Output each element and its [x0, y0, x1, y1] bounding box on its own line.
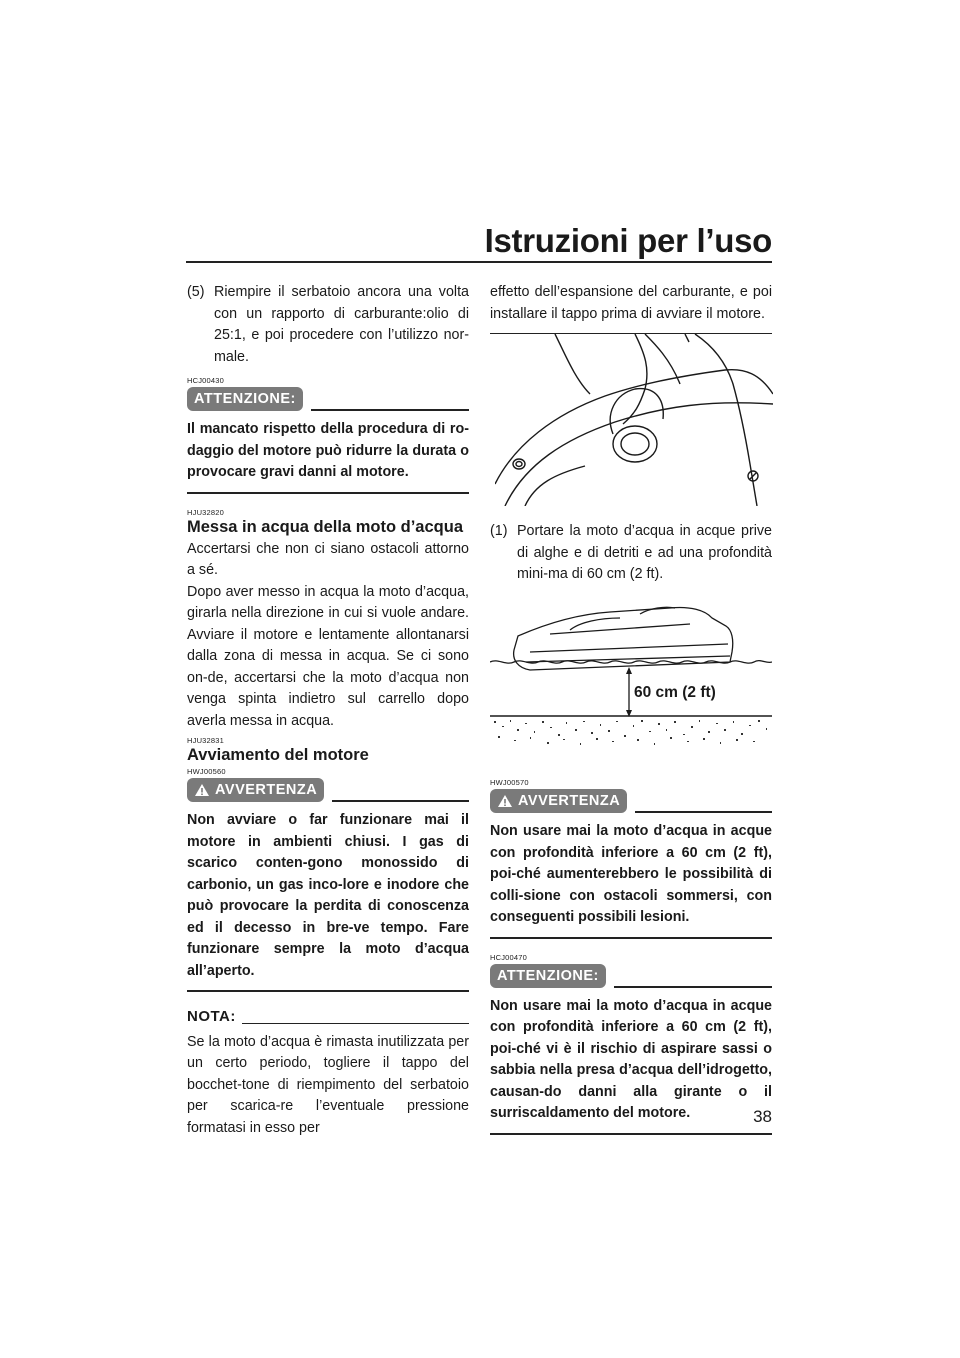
- page-number: 38: [753, 1107, 772, 1126]
- step-5: [187, 282, 469, 368]
- note-continuation: effetto dell’espansione del carburante, e poi installare il tappo prima di avviare il motore.: [490, 284, 772, 322]
- caution-badge: [490, 964, 606, 988]
- warning-triangle-icon: [194, 783, 210, 797]
- note-banner: [187, 1006, 469, 1028]
- caution-end-rule: [490, 1133, 772, 1135]
- caution-label: ATTENZIONE:: [497, 967, 599, 984]
- caution-badge: [187, 387, 303, 411]
- warning-badge: [187, 778, 324, 802]
- caution-text: Non usare mai la moto d’acqua in acque con profondità inferiore a 60 cm (2 ft), poi-ché vi è il rischio di aspirare sassi o sabbia nella presa d’acqua dell’idrogetto, causan-do danni alla girante o il surriscaldamento del motore.: [490, 997, 772, 1121]
- caution-end-rule: [187, 492, 469, 494]
- ref-code: HCJ00470: [490, 952, 528, 962]
- ref-code: HWJ00570: [490, 778, 529, 787]
- right-column: [490, 282, 772, 334]
- fuel-cap-illustration: [495, 334, 773, 506]
- note-label: NOTA:: [187, 1008, 236, 1025]
- warning-label: AVVERTENZA: [518, 793, 621, 809]
- warning-label: AVVERTENZA: [215, 782, 318, 798]
- step-text: Portare la moto d’acqua in acque prive di alghe e di detriti e ad una profondità mini-ma di 60 cm (2 ft).: [517, 523, 772, 582]
- page-title: Istruzioni per l’uso: [484, 222, 772, 259]
- banner-rule: [332, 800, 469, 802]
- caution-label: ATTENZIONE:: [194, 391, 296, 407]
- paragraph: Accertarsi che non ci siano ostacoli attorno a sé.: [187, 540, 469, 578]
- warning-text: Non avviare o far funzionare mai il motore in ambienti chiusi. I gas di scarico conten-gono monossido di carbonio, un gas inco-lore e inodore che può provocare la perdita di conoscenza ed il decesso in bre-ve tempo. Fare funzionare sempre la moto d’acqua all’aperto.: [187, 812, 469, 979]
- ref-code: HJU32820: [187, 507, 225, 517]
- step-number: (5): [187, 284, 205, 300]
- banner-rule: [635, 811, 772, 813]
- paragraph: Dopo aver messo in acqua la moto d’acqua, girarla nella direzione in cui si vuole andare. Avviare il motore e lentamente allontanarsi dalla zona di messa in acqua. Se ci sono on-de, accertarsi che la moto d’acqua non venga spinta indietro sul carrello dopo averla messa in acqua.: [187, 583, 469, 729]
- warning-banner: [187, 778, 469, 802]
- watercraft-depth-illustration: [490, 600, 772, 760]
- step-text: Riempire il serbatoio ancora una volta con un rapporto di carburante:olio di 25:1, e poi procedere con l’utilizzo nor-male.: [214, 284, 469, 365]
- step-1: [490, 521, 772, 586]
- section-heading: Avviamento del motore: [187, 746, 369, 764]
- ref-code: HCJ00430: [187, 376, 225, 385]
- depth-label: 60 cm (2 ft): [634, 684, 716, 701]
- caution-banner: [490, 964, 772, 988]
- warning-end-rule: [490, 937, 772, 939]
- depth-figure: [490, 600, 772, 760]
- step-number: (1): [490, 523, 508, 539]
- warning-text: Non usare mai la moto d’acqua in acque con profondità inferiore a 60 cm (2 ft), poi-ché aumenterebbero le possibilità di colli-sione con ostacoli sommersi, con conseguenti possibili lesioni.: [490, 823, 772, 925]
- warning-badge: [490, 789, 627, 813]
- note-rule: [242, 1023, 469, 1024]
- title-rule: [186, 261, 772, 263]
- ref-code: HWJ00560: [187, 767, 226, 776]
- right-column-warnings: [490, 778, 772, 1149]
- warning-triangle-icon: [497, 794, 513, 808]
- right-column-lower: [490, 521, 772, 586]
- section-heading: Messa in acqua della moto d’acqua: [187, 517, 463, 536]
- note-text: Se la moto d’acqua è rimasta inutilizzata per un certo periodo, togliere il tappo del bocchet-tone di riempimento del serbatoio per scarica-re l’eventuale pressione formatasi in esso per: [187, 1033, 469, 1136]
- caution-text: Il mancato rispetto della procedura di ro-daggio del motore può ridurre la durata o provocare gravi danni al motore.: [187, 421, 469, 480]
- left-column: [187, 282, 469, 1139]
- ref-code: HJU32831: [187, 736, 225, 745]
- warning-end-rule: [187, 990, 469, 992]
- banner-rule: [614, 986, 772, 988]
- caution-banner: [187, 387, 469, 411]
- warning-banner: [490, 789, 772, 813]
- banner-rule: [311, 409, 469, 411]
